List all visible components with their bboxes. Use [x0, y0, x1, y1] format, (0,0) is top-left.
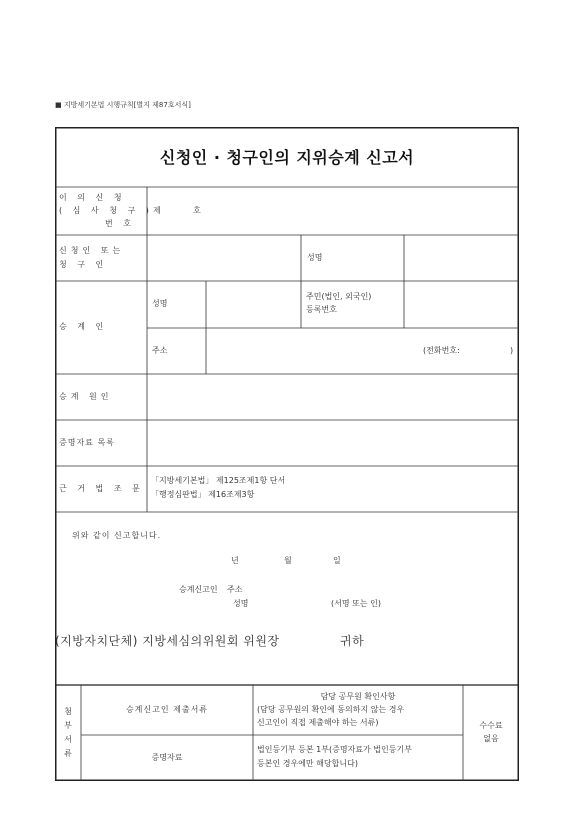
fee-value: 없음: [483, 734, 499, 743]
case-number-prefix: 제: [153, 206, 161, 215]
successor-id-field[interactable]: [405, 282, 518, 327]
successor-id-label-1: 주민(법인, 외국인): [306, 292, 372, 301]
applicant-name-field[interactable]: [405, 236, 518, 280]
applicant-label-2: 청 구 인: [59, 260, 108, 269]
reporter-signature-field[interactable]: [255, 581, 405, 611]
legal-basis-line-2: 「행정심판법」 제16조제3항: [151, 490, 255, 499]
reporter-documents-label: 승계신고인 제출서류: [125, 705, 209, 714]
succession-cause-field[interactable]: [148, 375, 518, 419]
date-month-label: 월: [284, 556, 292, 565]
date-year-label: 년: [231, 556, 239, 565]
prior-case-label-1: 이 의 신 청: [59, 193, 126, 202]
attachments-side-char-1: 첨: [64, 707, 72, 716]
declaration-statement: 위와 같이 신고합니다.: [72, 531, 162, 540]
applicant-name-label: 성명: [307, 253, 323, 262]
legal-basis-line-1: 「지방세기본법」 제125조제1항 단서: [151, 476, 286, 485]
evidence-list-label: 증명자료 목록: [59, 438, 115, 447]
case-number-field[interactable]: [165, 191, 187, 231]
registry-copy-line-1: 법인등기부 등본 1부(증명자료가 법인등기부: [257, 745, 412, 754]
evidence-list-field[interactable]: [148, 421, 518, 465]
recipient-honorific: 귀하: [340, 634, 365, 648]
date-day-label: 일: [333, 556, 341, 565]
legal-basis-label: 근 거 법 조 문: [59, 484, 144, 493]
reporter-address-label: 주소: [227, 585, 243, 594]
form-number-note: ■ 지방세기본법 시행규칙[별지 제87호서식]: [55, 101, 191, 109]
attachments-side-char-3: 서: [64, 735, 72, 744]
attachments-side-label: [55, 705, 81, 761]
signature-note: (서명 또는 인): [331, 599, 381, 608]
successor-id-label-2: 등록번호: [306, 305, 337, 314]
official-check-title: 담당 공무원 확인사항: [320, 692, 396, 701]
successor-label: 승 계 인: [59, 322, 108, 331]
successor-address-label: 주소: [152, 346, 168, 355]
successor-phone-close: ): [510, 346, 514, 355]
successor-phone-label: (전화번호:: [423, 346, 460, 355]
case-number-suffix: 호: [193, 206, 201, 215]
successor-name-field[interactable]: [207, 282, 300, 327]
official-check-note-2: 신고인이 직접 제출해야 하는 서류): [257, 718, 379, 727]
official-check-note-1: (담당 공무원의 확인에 동의하지 않는 경우: [257, 705, 405, 714]
prior-case-label-3: 번 호: [105, 219, 135, 228]
succession-cause-label: 승계 원인: [59, 392, 113, 401]
reporter-name-label: 성명: [233, 599, 249, 608]
attachments-side-char-4: 류: [64, 749, 72, 758]
registry-copy-line-2: 등본인 경우에만 해당합니다): [257, 759, 358, 768]
succession-report-form: [55, 127, 519, 781]
applicant-label-1: 신청인 또는: [59, 246, 125, 255]
recipient: (지방자치단체) 지방세심의위원회 위원장: [55, 634, 280, 648]
form-title: 신청인 · 청구인의 지위승계 신고서: [159, 148, 415, 167]
attachments-side-char-2: 부: [64, 721, 72, 730]
prior-case-label-2: ( 심 사 청 구 ): [59, 206, 153, 215]
evidence-label: 증명자료: [151, 753, 183, 762]
fee-label: 수수료: [479, 721, 503, 730]
reporter-label: 승계신고인: [179, 585, 218, 594]
successor-address-field[interactable]: [207, 329, 417, 373]
successor-name-label: 성명: [152, 299, 168, 308]
